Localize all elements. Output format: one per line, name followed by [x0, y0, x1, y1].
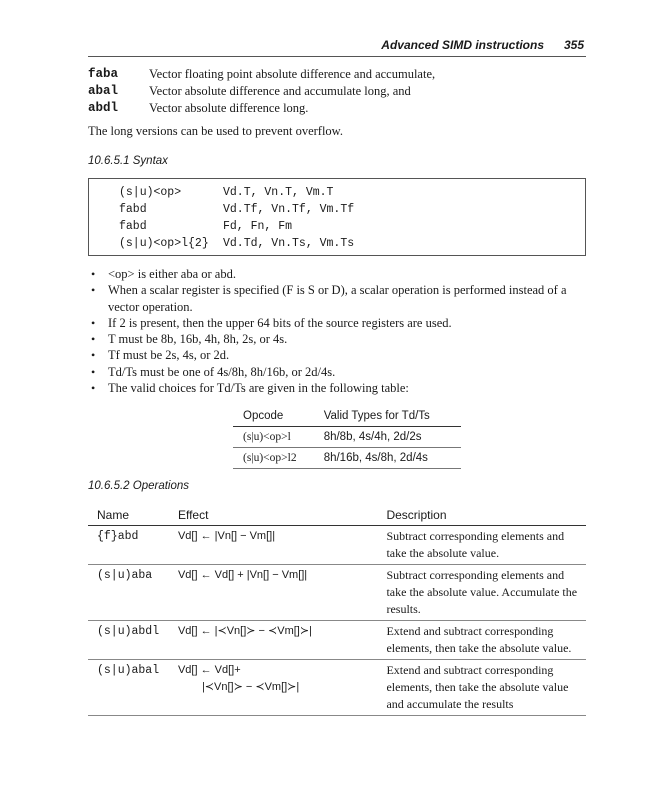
syntax-op: fabd: [119, 203, 147, 216]
types-cell-valid: 8h/16b, 4s/8h, 2d/4s: [314, 448, 461, 469]
op-effect: [169, 565, 378, 621]
definition-term: faba: [88, 67, 119, 81]
types-cell-opcode: (s|u)<op>l: [233, 427, 314, 448]
types-cell-valid: 8h/8b, 4s/4h, 2d/2s: [314, 427, 461, 448]
op-effect-line: Vd[] ← |≺Vn[]≻ − ≺Vm[]≻|: [177, 625, 312, 637]
types-cell-opcode: (s|u)<op>l2: [233, 448, 314, 469]
bullet-dot: •: [91, 315, 96, 330]
syntax-box: [88, 178, 586, 256]
table-row: [88, 660, 586, 716]
operations-table: [88, 504, 586, 716]
op-description: Extend and subtract corresponding elements, then take the absolute value and accumulate the results: [377, 660, 586, 716]
definition-term: abdl: [88, 101, 119, 115]
types-table: [233, 406, 461, 469]
operations-table-header: [88, 504, 586, 526]
ops-col-description: Description: [377, 504, 586, 526]
bullet-dot: •: [91, 332, 96, 347]
bullet-dot: •: [91, 283, 96, 298]
bullet-text: When a scalar register is specified (F is S or D), a scalar operation is performed instead of a vector operation.: [108, 283, 567, 314]
definition-desc: Vector floating point absolute difference and accumulate,: [149, 67, 436, 81]
types-table-header: [233, 406, 461, 427]
table-row: [88, 526, 586, 565]
bullet-text: Td/Ts must be one of 4s/8h, 8h/16b, or 2d/4s.: [108, 364, 336, 379]
op-name: (s|u)abdl: [88, 621, 169, 660]
op-name: (s|u)abal: [88, 660, 169, 716]
bullet-list: [88, 266, 588, 396]
syntax-line: [119, 218, 292, 235]
table-row: [233, 427, 461, 448]
definition-desc: Vector absolute difference and accumulate long, and: [149, 84, 411, 98]
syntax-op: fabd: [119, 220, 147, 233]
types-col-valid: Valid Types for Td/Ts: [314, 406, 461, 427]
definition-list: [88, 66, 588, 117]
header-title: Advanced SIMD instructions: [381, 38, 544, 52]
bullet-dot: •: [91, 267, 96, 281]
page-number: 355: [563, 38, 584, 52]
bullet-item: [88, 282, 588, 315]
op-description: Extend and subtract corresponding elements, then take the absolute value.: [377, 621, 586, 660]
intro-paragraph: The long versions can be used to prevent overflow.: [88, 124, 344, 138]
bullet-dot: •: [91, 348, 96, 363]
bullet-text: <op> is either aba or abd.: [108, 267, 236, 281]
ops-col-effect: Effect: [169, 504, 378, 526]
op-name: (s|u)aba: [88, 565, 169, 621]
definition-item: [88, 100, 588, 117]
bullet-text: Tf must be 2s, 4s, or 2d.: [108, 348, 230, 363]
bullet-item: [88, 315, 588, 331]
bullet-item: [88, 364, 588, 380]
bullet-text: T must be 8b, 16b, 4h, 8h, 2s, or 4s.: [108, 332, 288, 347]
op-effect-line: Vd[] ← Vd[] + |Vn[] − Vm[]|: [177, 569, 308, 581]
ops-col-name: Name: [88, 504, 169, 526]
definition-desc: Vector absolute difference long.: [149, 101, 309, 115]
definition-item: [88, 83, 588, 100]
bullet-dot: •: [91, 381, 96, 396]
bullet-text: If 2 is present, then the upper 64 bits of the source registers are used.: [108, 315, 452, 330]
bullet-item: [88, 331, 588, 347]
bullet-dot: •: [91, 364, 96, 379]
syntax-op: (s|u)<op>l{2}: [119, 237, 209, 250]
types-col-opcode: Opcode: [233, 406, 314, 427]
syntax-line: [119, 235, 354, 252]
op-effect: [169, 526, 378, 565]
op-effect-line: |≺Vn[]≻ − ≺Vm[]≻|: [201, 681, 300, 693]
table-row: [88, 621, 586, 660]
syntax-op: (s|u)<op>: [119, 186, 182, 199]
op-name: {f}abd: [88, 526, 169, 565]
syntax-args: Fd, Fn, Fm: [223, 220, 293, 233]
bullet-item: [88, 380, 588, 396]
op-effect-line: Vd[] ← Vd[]+: [177, 664, 241, 676]
syntax-args: Vd.Td, Vn.Ts, Vm.Ts: [223, 237, 355, 250]
op-effect: [169, 621, 378, 660]
op-description: Subtract corresponding elements and take the absolute value.: [377, 526, 586, 565]
syntax-line: [119, 184, 333, 201]
syntax-heading: 10.6.5.1 Syntax: [88, 155, 168, 167]
bullet-item: [88, 266, 588, 282]
syntax-line: [119, 201, 354, 218]
running-header: [88, 38, 586, 57]
operations-heading: 10.6.5.2 Operations: [88, 480, 190, 492]
definition-term: abal: [88, 84, 119, 98]
table-row: [233, 448, 461, 469]
op-effect-line: Vd[] ← |Vn[] − Vm[]|: [177, 530, 276, 542]
syntax-args: Vd.Tf, Vn.Tf, Vm.Tf: [223, 203, 355, 216]
op-effect: [169, 660, 378, 716]
table-row: [88, 565, 586, 621]
syntax-args: Vd.T, Vn.T, Vm.T: [223, 186, 334, 199]
bullet-text: The valid choices for Td/Ts are given in the following table:: [108, 381, 409, 396]
bullet-item: [88, 347, 588, 363]
definition-item: [88, 66, 588, 83]
op-description: Subtract corresponding elements and take the absolute value. Accumulate the results.: [377, 565, 586, 621]
